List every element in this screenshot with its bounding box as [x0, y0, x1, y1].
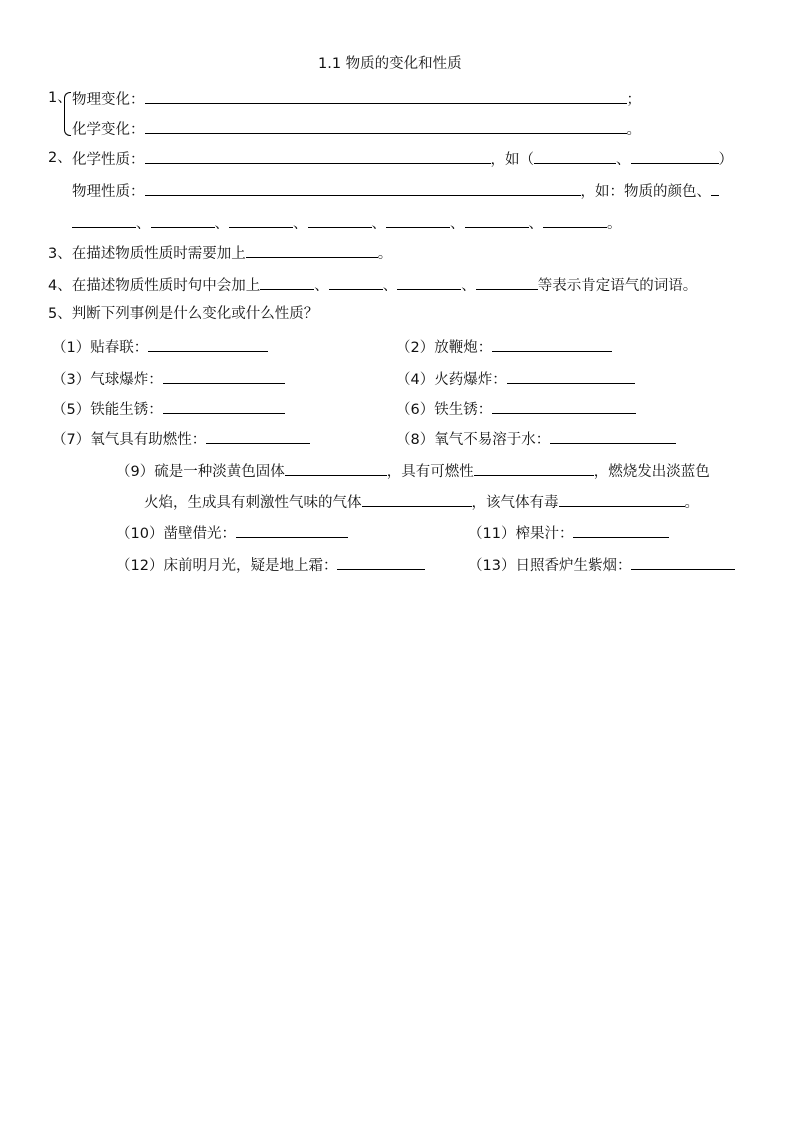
q1-brace: [64, 92, 71, 136]
q2-property-list-row: [72, 212, 622, 234]
q4-row: [48, 274, 697, 296]
q5-item-label: （12）床前明月光，疑是地上霜：: [116, 558, 338, 574]
q5-item-3-blank[interactable]: [163, 368, 285, 384]
q5-item-3: [52, 368, 285, 390]
q5-item-label: （8）氧气不易溶于水：: [396, 432, 551, 448]
q5-item-10-blank[interactable]: [236, 522, 348, 538]
q2-property-blank-4[interactable]: [308, 212, 372, 228]
q2-property-blank-2[interactable]: [151, 212, 215, 228]
q2-phys-prop-blank[interactable]: [145, 180, 581, 196]
q2-phys-prop-label: 物理性质：: [72, 184, 145, 200]
q5-item-label: （3）气球爆炸：: [52, 372, 163, 388]
q5-item-1: [52, 336, 268, 358]
q2-property-blank-0[interactable]: [711, 180, 719, 196]
q2-number: 2、: [48, 150, 72, 166]
q2-period: 。: [607, 216, 622, 232]
q5-item-label: （6）铁生锈：: [396, 402, 493, 418]
q5-item-5: [52, 398, 285, 420]
q2-close-paren: ）: [718, 152, 733, 168]
q5-heading: 5、判断下列事例是什么变化或什么性质？: [48, 306, 319, 322]
q5-item-12: [116, 554, 425, 576]
q5-item-9-blank-1[interactable]: [285, 460, 387, 476]
q1-chemical-blank[interactable]: [145, 118, 627, 134]
q5-item-2: [396, 336, 612, 358]
q5-item-9-part2: ，具有可燃性: [386, 464, 474, 480]
q5-item-2-blank[interactable]: [492, 336, 612, 352]
q4-tail: 等表示肯定语气的词语。: [537, 278, 698, 294]
q2-physical-property-row: [72, 180, 719, 202]
q5-item-6: [396, 398, 636, 420]
q5-item-label: （13）日照香炉生紫烟：: [468, 558, 632, 574]
page-title: 1.1 物质的变化和性质: [318, 56, 462, 72]
q5-item-9-blank-3[interactable]: [362, 491, 472, 507]
q4-blank-1[interactable]: [260, 274, 314, 290]
q2-dun-sep: 、: [214, 216, 229, 232]
q5-item-9-blank-4[interactable]: [559, 491, 685, 507]
q2-property-blank-3[interactable]: [229, 212, 293, 228]
q2-chem-prop-label: 化学性质：: [72, 152, 145, 168]
q5-item-9-part5: ，该气体有毒: [471, 495, 559, 511]
q4-blank-2[interactable]: [329, 274, 383, 290]
q2-example-blank-2[interactable]: [631, 148, 719, 164]
q5-item-9-blank-2[interactable]: [474, 460, 594, 476]
q1-chemical-label: 化学变化：: [72, 122, 145, 138]
q2-dun-sep: 、: [136, 216, 151, 232]
q5-item-label: （7）氧气具有助燃性：: [52, 432, 207, 448]
q5-item-13: [468, 554, 735, 576]
q5-item-label: （4）火药爆炸：: [396, 372, 507, 388]
q4-dun: 、: [314, 278, 329, 294]
q2-property-blank-1[interactable]: [72, 212, 136, 228]
q5-item-10: [116, 522, 348, 544]
q1-semicolon: ；: [626, 92, 641, 108]
q1-physical-blank[interactable]: [145, 88, 627, 104]
q5-item-11-blank[interactable]: [573, 522, 669, 538]
q5-item-9-line-1: [116, 460, 710, 482]
q5-item-4-blank[interactable]: [507, 368, 635, 384]
q2-ru-open: ，如（: [490, 152, 534, 168]
q2-dun: 、: [616, 152, 631, 168]
q1-physical-change-row: [72, 88, 641, 110]
q5-item-9-line-2: [144, 491, 699, 513]
q5-item-11: [468, 522, 669, 544]
q4-blank-3[interactable]: [397, 274, 461, 290]
q5-item-label: （1）贴春联：: [52, 340, 149, 356]
q2-dun-sep: 、: [371, 216, 386, 232]
q5-item-9-part6: 。: [684, 495, 699, 511]
q5-item-9-part4: 火焰，生成具有刺激性气味的气体: [144, 495, 362, 511]
q2-example-blank-1[interactable]: [534, 148, 616, 164]
q5-item-5-blank[interactable]: [163, 398, 285, 414]
q1-physical-label: 物理变化：: [72, 92, 145, 108]
q2-dun-sep: 、: [293, 216, 308, 232]
q5-item-label: （11）榨果汁：: [468, 526, 574, 542]
q3-blank[interactable]: [246, 242, 378, 258]
q4-dun: 、: [461, 278, 476, 294]
q5-item-7-blank[interactable]: [206, 428, 310, 444]
q4-text: 4、在描述物质性质时句中会加上: [48, 278, 261, 294]
q2-chemical-property-row: [72, 148, 733, 170]
q2-property-blank-5[interactable]: [386, 212, 450, 228]
q5-item-1-blank[interactable]: [148, 336, 268, 352]
q1-period: 。: [626, 122, 641, 138]
q2-dun-sep: 、: [528, 216, 543, 232]
q2-ru-colors: ，如：物质的颜色、: [580, 184, 711, 200]
q2-property-blank-6[interactable]: [465, 212, 529, 228]
q5-item-9-part3: ，燃烧发出淡蓝色: [593, 464, 710, 480]
q2-property-blank-7[interactable]: [543, 212, 607, 228]
q5-item-7: [52, 428, 310, 450]
q5-item-6-blank[interactable]: [492, 398, 636, 414]
q5-item-label: （2）放鞭炮：: [396, 340, 493, 356]
q4-blank-4[interactable]: [476, 274, 538, 290]
q5-item-8: [396, 428, 676, 450]
q2-dun-sep: 、: [450, 216, 465, 232]
q3-text: 3、在描述物质性质时需要加上: [48, 246, 246, 262]
q5-item-label: （10）凿壁借光：: [116, 526, 236, 542]
q1-number: 1、: [48, 90, 72, 106]
q3-period: 。: [377, 246, 393, 262]
q5-item-label: （5）铁能生锈：: [52, 402, 163, 418]
q5-item-13-blank[interactable]: [631, 554, 735, 570]
q5-item-12-blank[interactable]: [337, 554, 425, 570]
q5-item-9-part1: （9）硫是一种淡黄色固体: [116, 464, 285, 480]
q1-chemical-change-row: [72, 118, 641, 140]
q5-item-4: [396, 368, 635, 390]
q5-item-8-blank[interactable]: [550, 428, 676, 444]
q2-chem-prop-blank[interactable]: [145, 148, 491, 164]
q3-row: [48, 242, 392, 264]
q4-dun: 、: [382, 278, 398, 294]
